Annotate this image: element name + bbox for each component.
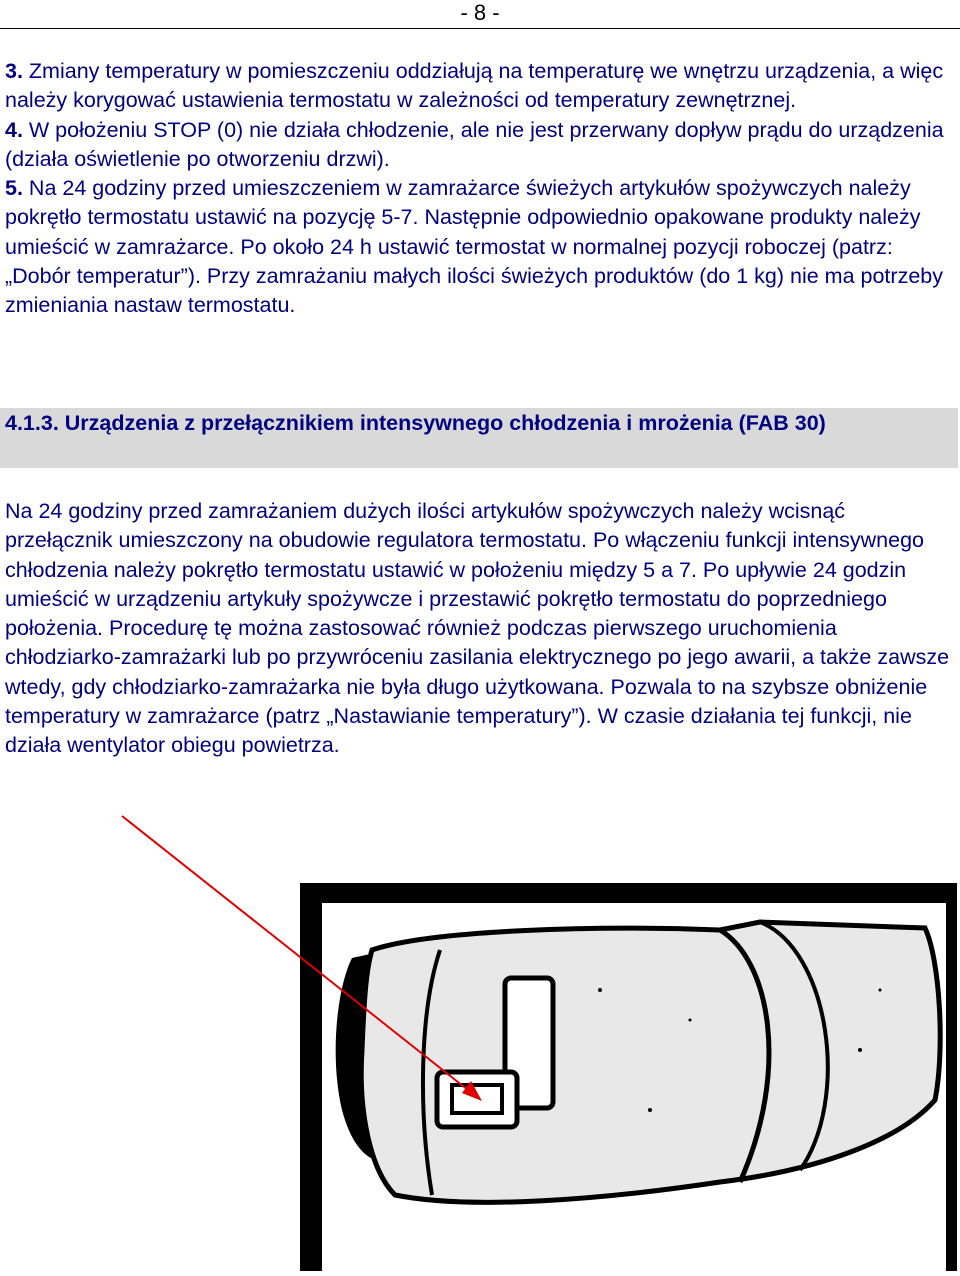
speckle [648, 1108, 652, 1112]
speckle [689, 1019, 692, 1022]
section-paragraph: Na 24 godziny przed zamrażaniem dużych ilości artykułów spożywczych należy wcisnąć przełącznik umieszczony na obudowie regulatora termostatu. Po włączeniu funkcji intensywnego chłodzenia należy pokrętło termostatu ustawić w położeniu między 5 a 7. Po upływie 24 godzin umieścić w urządzeniu artykuły spożywcze i przestawić pokrętło termostatu do poprzedniego położenia. Procedurę tę można zastosować również podczas pierwszego uruchomienia chłodziarko-zamrażarki lub po przywróceniu zasilania elektrycznego po jego awarii, a także zawsze wtedy, gdy chłodziarko-zamrażarka nie była długo użytkowana. Pozwala to na szybsze obniżenie temperatury w zamrażarce (patrz „Nastawianie temperatury”). W czasie działania tej funkcji, nie działa wentylator obiegu powietrza. [5, 499, 950, 758]
instruction-item-3 [5, 57, 955, 116]
header-divider [0, 28, 960, 29]
instruction-number: 4. [5, 117, 23, 142]
thermostat-illustration [0, 810, 960, 1271]
thermostat-drawing [0, 810, 960, 1271]
section-heading-band [0, 408, 958, 468]
speckle [879, 989, 882, 992]
instruction-item-4 [5, 116, 955, 175]
section-heading: 4.1.3. Urządzenia z przełącznikiem intensywnego chłodzenia i mrożenia (FAB 30) [5, 411, 826, 435]
instruction-text: W położeniu STOP (0) nie działa chłodzenie, ale nie jest przerwany dopływ prądu do urządzenia (działa oświetlenie po otworzeniu drzwi). [5, 117, 944, 171]
instruction-number: 5. [5, 176, 23, 201]
instruction-list [5, 57, 955, 321]
section-body [5, 497, 955, 761]
instruction-text: Na 24 godziny przed umieszczeniem w zamrażarce świeżych artykułów spożywczych należy pokrętło termostatu ustawić na pozycję 5-7. Następnie odpowiednio opakowane produkty należy umieścić w zamrażarce. Po około 24 h ustawić termostat w normalnej pozycji roboczej (patrz: „Dobór temperatur”). Przy zamrażaniu małych ilości świeżych produktów (do 1 kg) nie ma potrzeby zmieniania nastaw termostatu. [5, 176, 949, 318]
instruction-number: 3. [5, 59, 23, 83]
instruction-item-5 [5, 174, 955, 320]
speckle [858, 1048, 862, 1052]
instruction-text: Zmiany temperatury w pomieszczeniu oddziałują na temperaturę we wnętrzu urządzenia, a więc należy korygować ustawienia termostatu w zależności od temperatury zewnętrznej. [5, 59, 944, 113]
speckle [598, 988, 602, 992]
page-number: - 8 - [460, 0, 500, 25]
